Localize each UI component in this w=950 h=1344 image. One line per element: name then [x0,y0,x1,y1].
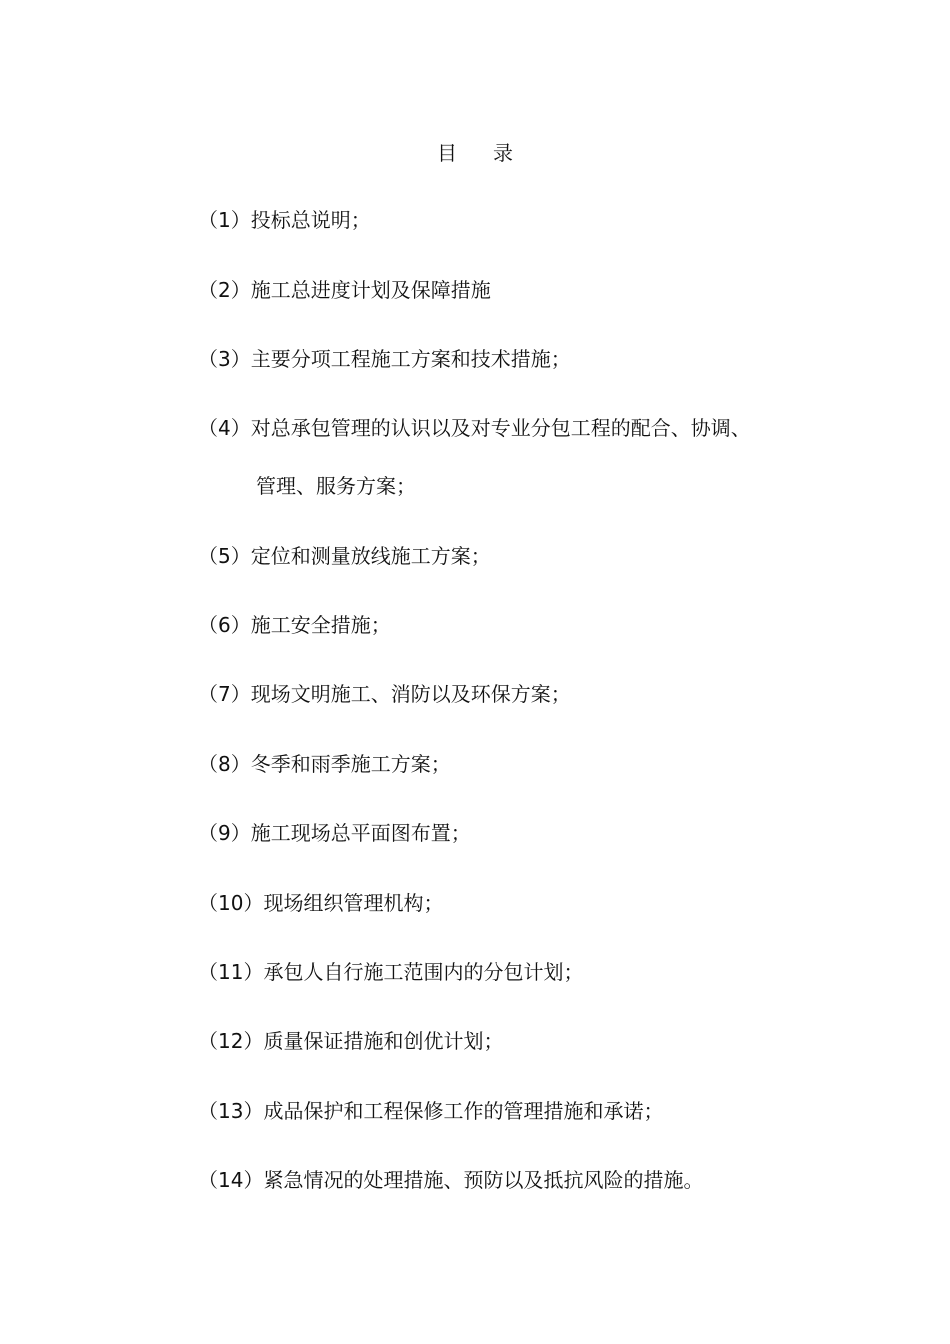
toc-number: （11） [198,960,264,984]
toc-number: （13） [198,1099,264,1123]
toc-number: （12） [198,1029,264,1053]
toc-text: 投标总说明； [250,208,371,232]
page-title [0,137,950,166]
title-char-2: 录 [493,141,513,165]
toc-number: （4） [198,416,251,440]
toc-text: 施工安全措施； [250,613,391,637]
toc-item-5 [198,542,491,570]
toc-text: 定位和测量放线施工方案； [250,544,491,568]
toc-text: 承包人自行施工范围内的分包计划； [263,960,584,984]
toc-number: （7） [198,682,251,706]
toc-item-8 [198,750,451,778]
toc-item-4-continuation: 管理、服务方案； [256,474,416,498]
toc-number: （9） [198,821,251,845]
toc-text: 现场文明施工、消防以及环保方案； [250,682,571,706]
toc-item-2 [198,276,491,304]
toc-item-12 [198,1027,503,1055]
toc-text: 冬季和雨季施工方案； [250,752,451,776]
toc-text: 主要分项工程施工方案和技术措施； [250,347,571,371]
toc-text: 施工现场总平面图布置； [250,821,471,845]
toc-text: 施工总进度计划及保障措施 [250,278,491,302]
toc-item-6 [198,611,391,639]
toc-number: （14） [198,1168,264,1192]
toc-text: 对总承包管理的认识以及对专业分包工程的配合、协调、 [250,416,751,440]
toc-number: （6） [198,613,251,637]
toc-text: 成品保护和工程保修工作的管理措施和承诺； [263,1099,664,1123]
toc-number: （2） [198,278,251,302]
toc-text: 质量保证措施和创优计划； [263,1029,504,1053]
toc-item-1 [198,206,371,234]
toc-text: 紧急情况的处理措施、预防以及抵抗风险的措施。 [263,1168,704,1192]
toc-number: （1） [198,208,251,232]
toc-text: 现场组织管理机构； [263,891,444,915]
toc-item-3 [198,345,571,373]
toc-number: （5） [198,544,251,568]
toc-number: （10） [198,891,264,915]
toc-item-4 [198,414,751,442]
toc-item-11 [198,958,583,986]
toc-item-14 [198,1166,703,1194]
toc-number: （3） [198,347,251,371]
toc-item-9 [198,819,471,847]
toc-item-13 [198,1097,663,1125]
toc-item-10 [198,889,443,917]
toc-item-7 [198,680,571,708]
title-char-1: 目 [437,141,457,165]
toc-number: （8） [198,752,251,776]
